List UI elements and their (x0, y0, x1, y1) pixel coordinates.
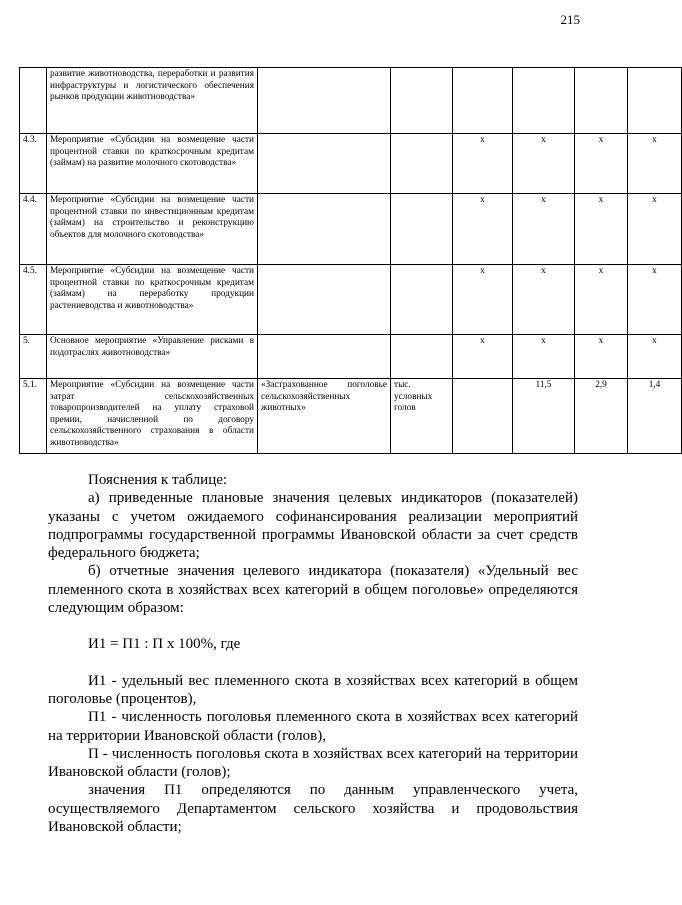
indicator-name (258, 134, 391, 194)
unit-of-measure: тыс. условных голов (391, 379, 453, 454)
indicator-name: «Застрахованное поголовье сельскохозяйственных животных» (258, 379, 391, 454)
row-number: 4.4. (20, 194, 47, 265)
unit-of-measure (391, 194, 453, 265)
table-row (20, 134, 682, 194)
value-col-4: x (628, 265, 682, 335)
indicator-name (258, 335, 391, 379)
row-number (20, 68, 47, 134)
note-paragraph-b: б) отчетные значения целевого индикатора (показателя) «Удельный вес племенного скота в хозяйствах всех категорий в общем поголовье» определяются следующим образом: (48, 563, 578, 617)
value-col-2: x (513, 194, 575, 265)
value-col-2: 11,5 (513, 379, 575, 454)
value-col-3: x (575, 134, 628, 194)
value-col-1: x (453, 134, 513, 194)
value-col-4: x (628, 134, 682, 194)
activity-name: Мероприятие «Субсидии на возмещение части процентной ставки по краткосрочным кредитам (займам) на развитие молочного скотоводства» (47, 134, 258, 194)
definition-p1: П1 - численность поголовья племенного скота в хозяйствах всех категорий на территории Ивановской области (голов), (48, 709, 578, 744)
value-col-1: x (453, 265, 513, 335)
unit-of-measure (391, 68, 453, 134)
value-col-2: x (513, 335, 575, 379)
table-row (20, 194, 682, 265)
value-col-2: x (513, 265, 575, 335)
table-row (20, 335, 682, 379)
table-row (20, 265, 682, 335)
value-col-3: 2,9 (575, 379, 628, 454)
value-col-2: x (513, 134, 575, 194)
formula: И1 = П1 : П x 100%, где (88, 636, 241, 653)
note-values-p1: значения П1 определяются по данным управленческого учета, осуществляемого Департаментом сельского хозяйства и продовольствия Ивановской области; (48, 782, 578, 836)
row-number: 4.5. (20, 265, 47, 335)
unit-of-measure (391, 134, 453, 194)
activity-name: Основное мероприятие «Управление рисками в подотраслях животноводства» (47, 335, 258, 379)
indicator-name (258, 265, 391, 335)
value-col-1: x (453, 335, 513, 379)
value-col-3: x (575, 265, 628, 335)
value-col-4: 1,4 (628, 379, 682, 454)
value-col-1 (453, 68, 513, 134)
indicator-name (258, 68, 391, 134)
unit-of-measure (391, 265, 453, 335)
value-col-1 (453, 379, 513, 454)
row-number: 5.1. (20, 379, 47, 454)
value-col-1: x (453, 194, 513, 265)
unit-of-measure (391, 335, 453, 379)
value-col-3: x (575, 194, 628, 265)
notes-section (48, 471, 578, 836)
page-number: 215 (560, 12, 580, 27)
value-col-2 (513, 68, 575, 134)
definition-p: П - численность поголовья скота в хозяйствах всех категорий на территории Ивановской области (голов); (48, 745, 578, 781)
row-number: 5. (20, 335, 47, 379)
value-col-3 (575, 68, 628, 134)
notes-heading: Пояснения к таблице: (88, 472, 228, 488)
value-col-3: x (575, 335, 628, 379)
definition-i1: И1 - удельный вес племенного скота в хозяйствах всех категорий в общем поголовье (процентов), (48, 672, 578, 707)
activity-name: Мероприятие «Субсидии на возмещение части процентной ставки по краткосрочным кредитам (займам) на переработку продукции растениеводства и животноводства» (47, 265, 258, 335)
indicator-name (258, 194, 391, 265)
activity-name: Мероприятие «Субсидии на возмещение части процентной ставки по инвестиционным кредитам (займам) на строительство и реконструкцию объектов для молочного скотоводства» (47, 194, 258, 265)
activity-name: Мероприятие «Субсидии на возмещение части затрат сельскохозяйственных товаропроизводителей на уплату страховой премии, начисленной по договору сельскохозяйственного страхования в области животноводства» (47, 379, 258, 454)
row-number: 4.3. (20, 134, 47, 194)
note-paragraph-a: а) приведенные плановые значения целевых индикаторов (показателей) указаны с учетом ожидаемого софинансирования реализации мероприятий подпрограммы государственной программы Ивановской области за счет средств федерального бюджета; (48, 490, 578, 562)
table-body (20, 68, 682, 454)
table-row (20, 379, 682, 454)
value-col-4 (628, 68, 682, 134)
activity-name: развитие животноводства, переработки и развития инфраструктуры и логистического обеспечения рынков продукции животноводства» (47, 68, 258, 134)
table-row (20, 68, 682, 134)
value-col-4: x (628, 335, 682, 379)
indicators-table (19, 67, 682, 454)
value-col-4: x (628, 194, 682, 265)
